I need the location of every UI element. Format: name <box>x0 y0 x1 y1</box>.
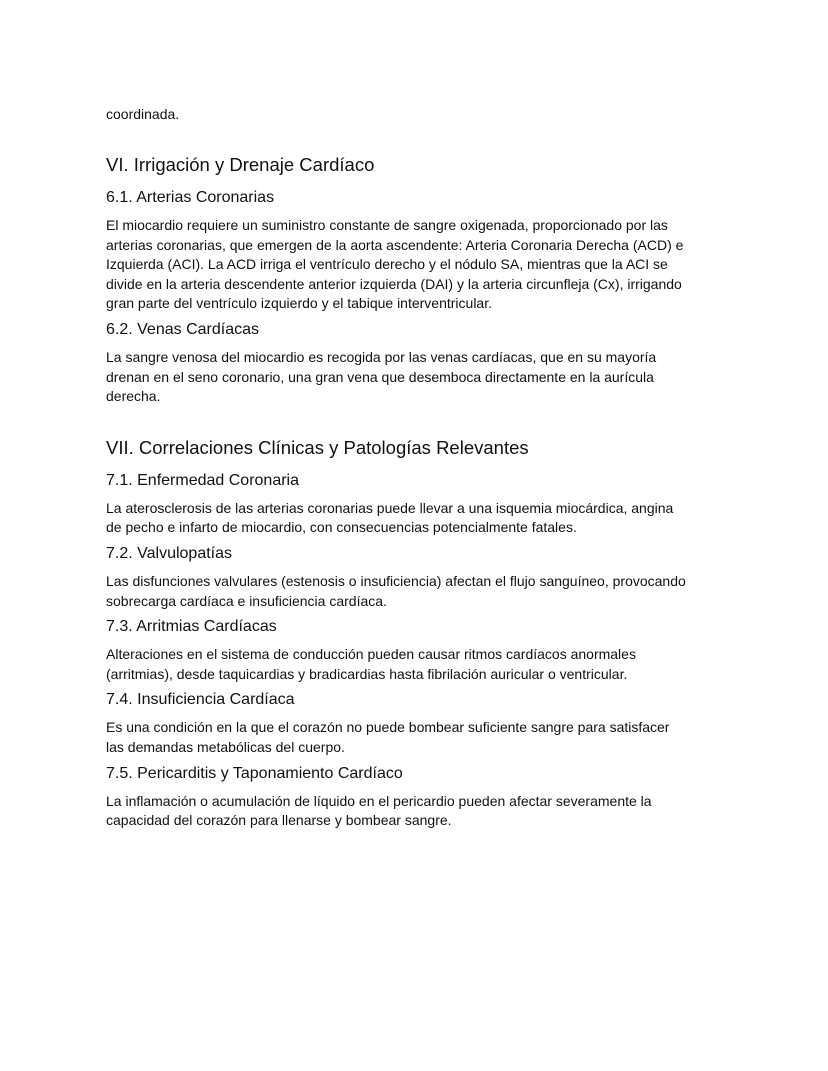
section-7-heading: VII. Correlaciones Clínicas y Patologías Relevantes <box>106 436 529 458</box>
subsection-6-2-heading: 6.2. Venas Cardíacas <box>106 320 259 338</box>
subsection-7-5-heading: 7.5. Pericarditis y Taponamiento Cardíaco <box>106 764 403 782</box>
subsection-6-1-paragraph: El miocardio requiere un suministro constante de sangre oxigenada, proporcionado por las arterias coronarias, que emergen de la aorta ascendente: Arteria Coronaria Derecha (ACD) e Izquierda (ACI). La ACD irriga el ventrículo derecho y el nódulo SA, mientras que la ACI se divide en la arteria descendente anterior izquierda (DAI) y la arteria circunfleja (Cx), irrigando gran parte del ventrículo izquierdo y el tabique interventricular. <box>106 217 684 312</box>
subsection-7-5-paragraph: La inflamación o acumulación de líquido en el pericardio pueden afectar severamente la capacidad del corazón para llenarse y bombear sangre. <box>106 792 652 829</box>
subsection-7-1-paragraph: La aterosclerosis de las arterias coronarias puede llevar a una isquemia miocárdica, angina de pecho e infarto de miocardio, con consecuencias potencialmente fatales. <box>106 499 674 536</box>
subsection-7-1-heading: 7.1. Enfermedad Coronaria <box>106 471 299 489</box>
subsection-6-1-heading: 6.1. Arterias Coronarias <box>106 189 275 206</box>
subsection-6-2-paragraph: La sangre venosa del miocardio es recogida por las venas cardíacas, que en su mayoría drenan en el seno coronario, una gran vena que desemboca directamente en la aurícula derecha. <box>106 348 657 405</box>
subsection-7-4-paragraph: Es una condición en la que el corazón no puede bombear suficiente sangre para satisfacer las demandas metabólicas del cuerpo. <box>106 719 670 755</box>
document-body <box>106 152 736 836</box>
section-6-heading: VI. Irrigación y Drenaje Cardíaco <box>106 154 375 175</box>
subsection-7-3-paragraph: Alteraciones en el sistema de conducción pueden causar ritmos cardíacos anormales (arritmias), desde taquicardias y bradicardias hasta fibrilación auricular o ventricular. <box>106 646 636 682</box>
subsection-7-4-heading: 7.4. Insuficiencia Cardíaca <box>106 691 295 709</box>
subsection-7-2-paragraph: Las disfunciones valvulares (estenosis o insuficiencia) afectan el flujo sanguíneo, provocando sobrecarga cardíaca e insuficiencia cardíaca. <box>106 572 686 609</box>
subsection-7-2-heading: 7.2. Valvulopatías <box>106 544 233 562</box>
carryover-text: coordinada. <box>106 106 180 122</box>
subsection-7-3-heading: 7.3. Arritmias Cardíacas <box>106 618 277 636</box>
